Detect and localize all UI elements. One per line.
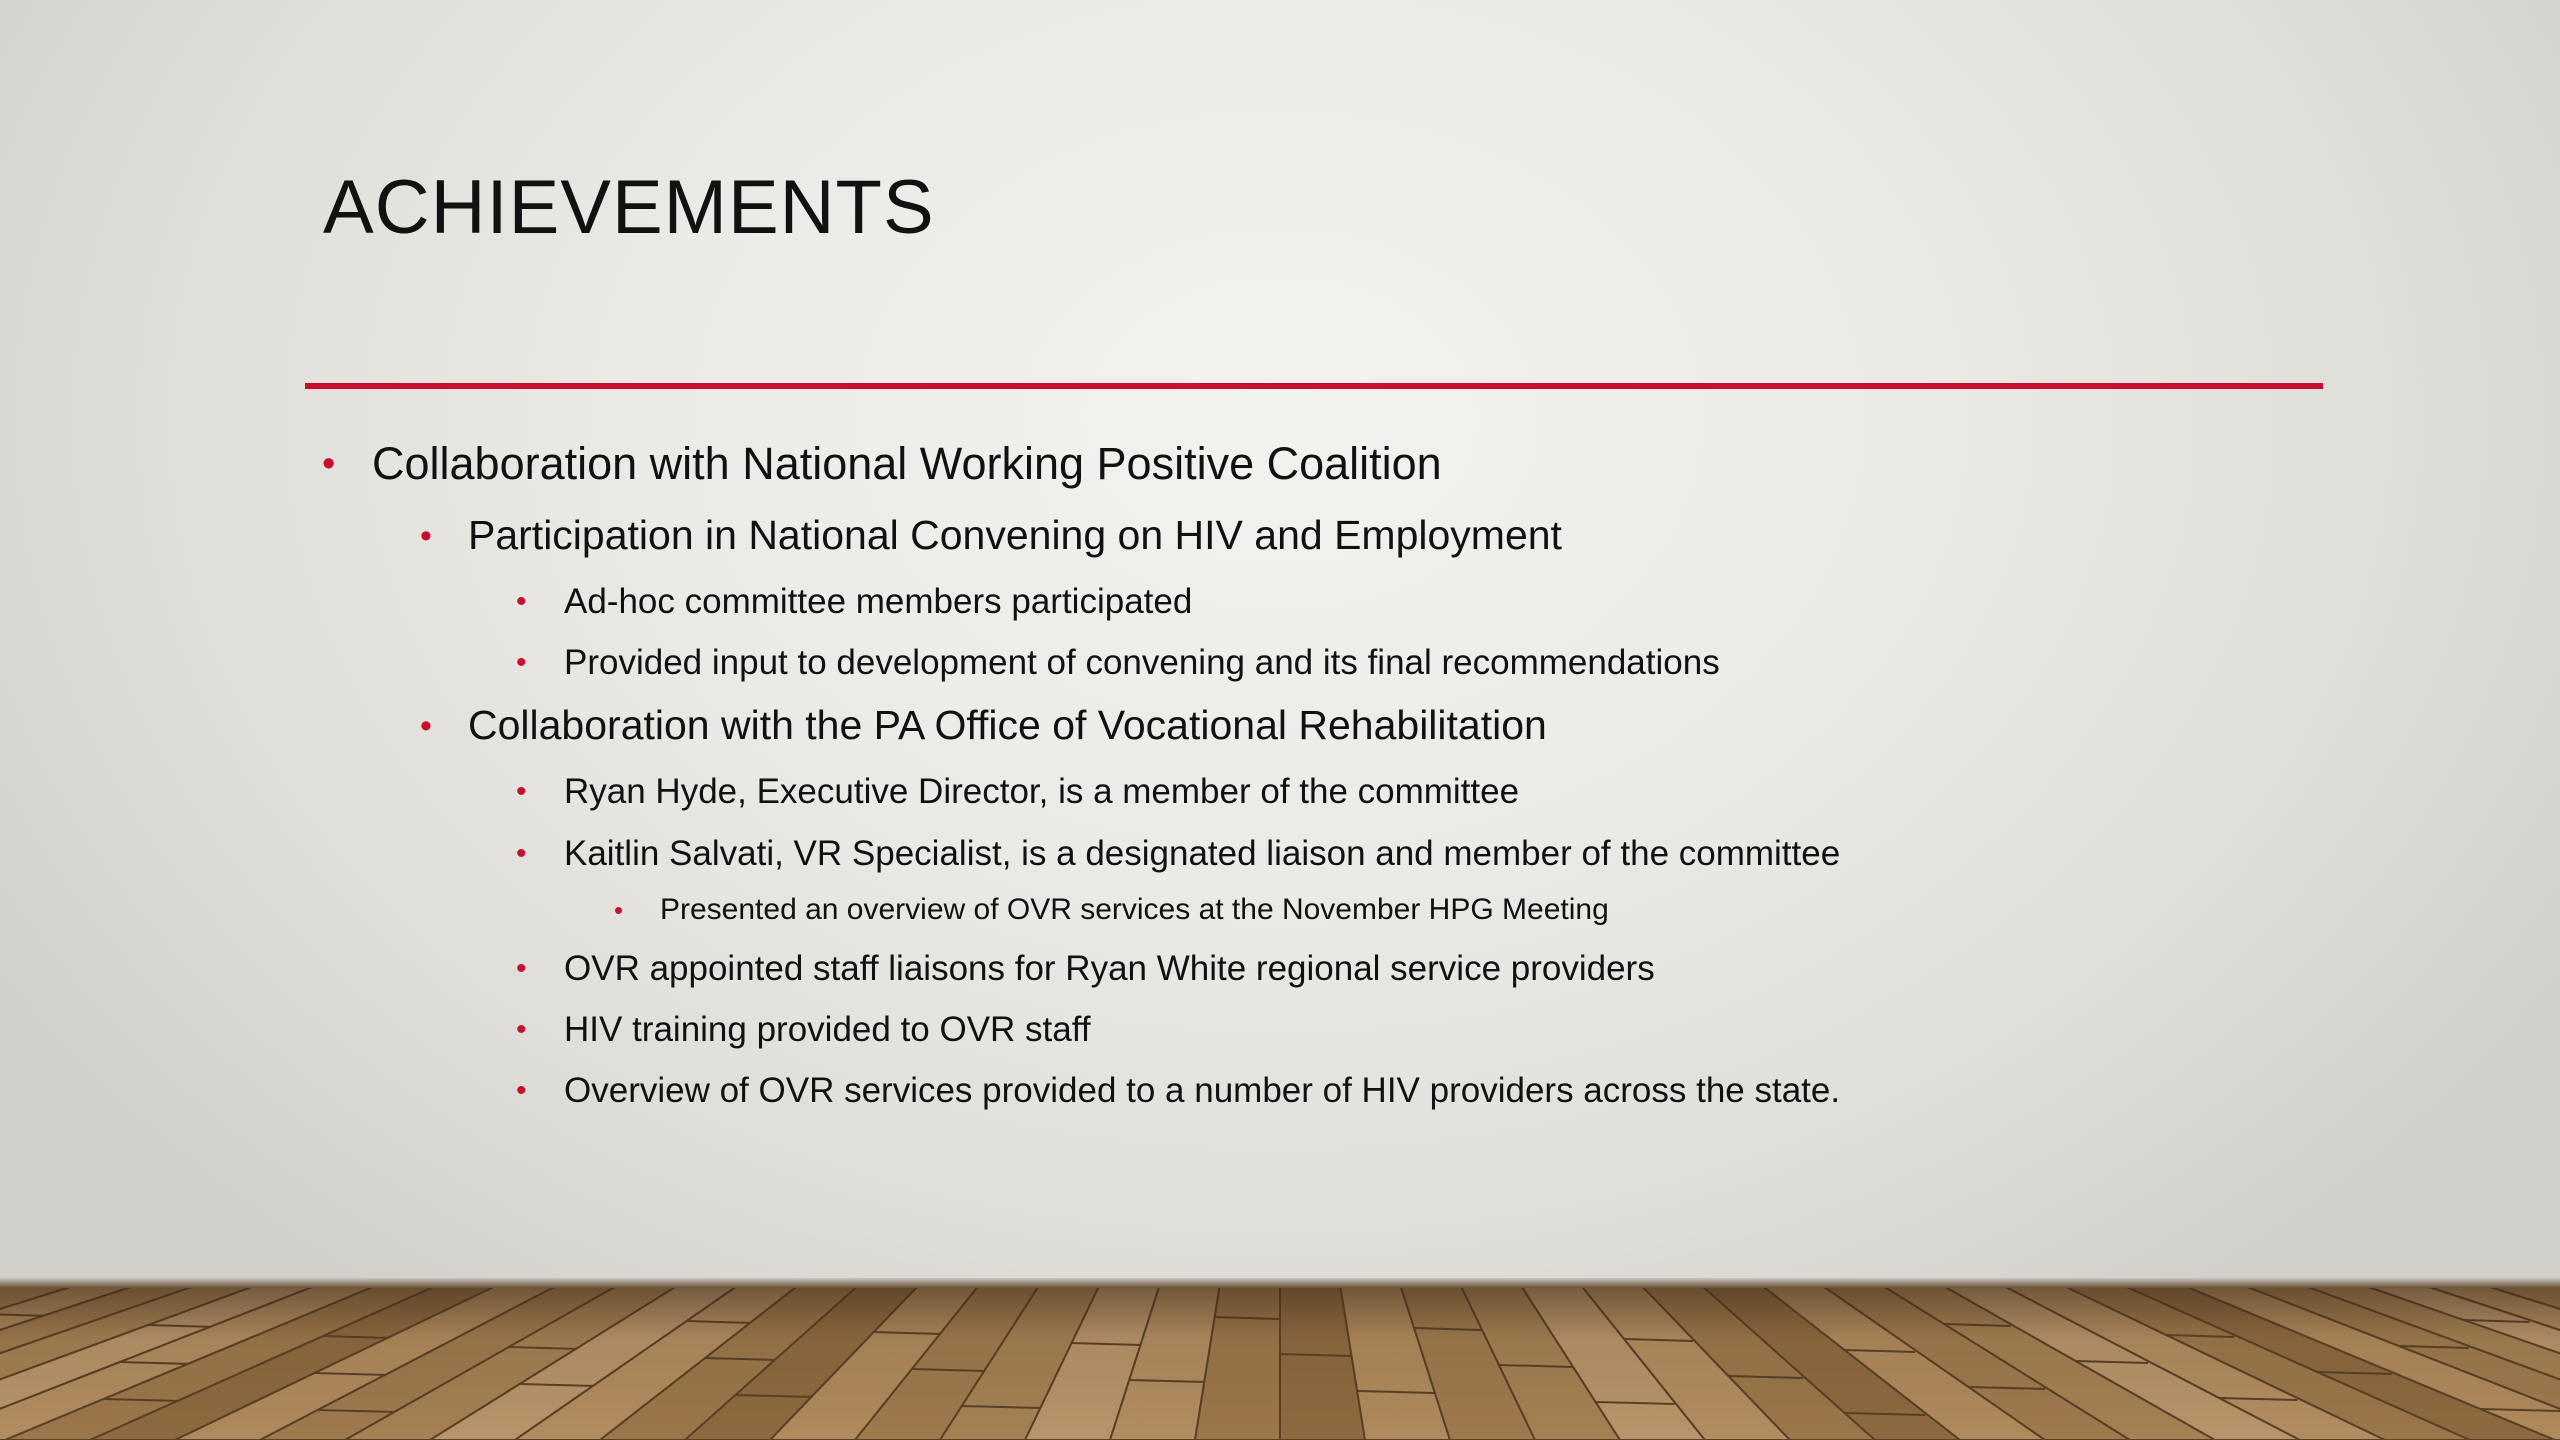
bullet-dot-icon: • (322, 443, 336, 485)
list-item-text: Overview of OVR services provided to a number of HIV providers across the state. (564, 1071, 1841, 1110)
slide-title: ACHIEVEMENTS (323, 165, 935, 250)
list-item-text: Ryan Hyde, Executive Director, is a member of the committee (564, 772, 1520, 811)
list-item (516, 772, 1520, 811)
bullet-dot-icon: • (516, 1013, 527, 1046)
bullet-dot-icon: • (420, 517, 432, 555)
wood-floor-decoration (0, 1284, 2560, 1440)
list-item-text: Collaboration with the PA Office of Vocational Rehabilitation (468, 702, 1547, 748)
list-item (322, 438, 1442, 489)
bullet-dot-icon: • (516, 775, 527, 808)
list-item-text: Collaboration with National Working Positive Coalition (372, 438, 1442, 489)
list-item-text: HIV training provided to OVR staff (564, 1010, 1091, 1049)
list-item-text: OVR appointed staff liaisons for Ryan White regional service providers (564, 949, 1655, 988)
list-item (614, 893, 1609, 926)
bullet-dot-icon: • (516, 646, 527, 679)
list-item (516, 1071, 1841, 1110)
list-item (516, 834, 1841, 873)
list-item (420, 702, 1547, 748)
list-item-text: Participation in National Convening on HIV and Employment (468, 512, 1562, 558)
bullet-dot-icon: • (516, 1074, 527, 1107)
bullet-dot-icon: • (516, 585, 527, 618)
list-item-text: Kaitlin Salvati, VR Specialist, is a designated liaison and member of the committee (564, 834, 1841, 873)
list-item-text: Presented an overview of OVR services at the November HPG Meeting (660, 893, 1609, 926)
bullet-dot-icon: • (420, 707, 432, 745)
bullet-dot-icon: • (516, 837, 527, 870)
bullet-dot-icon: • (516, 952, 527, 985)
list-item (516, 582, 1193, 621)
list-item (516, 1010, 1091, 1049)
list-item (420, 512, 1562, 558)
list-item (516, 949, 1655, 988)
bullet-dot-icon: • (614, 895, 624, 925)
list-item (516, 643, 1720, 682)
list-item-text: Provided input to development of convening and its final recommendations (564, 643, 1720, 682)
list-item-text: Ad-hoc committee members participated (564, 582, 1193, 621)
